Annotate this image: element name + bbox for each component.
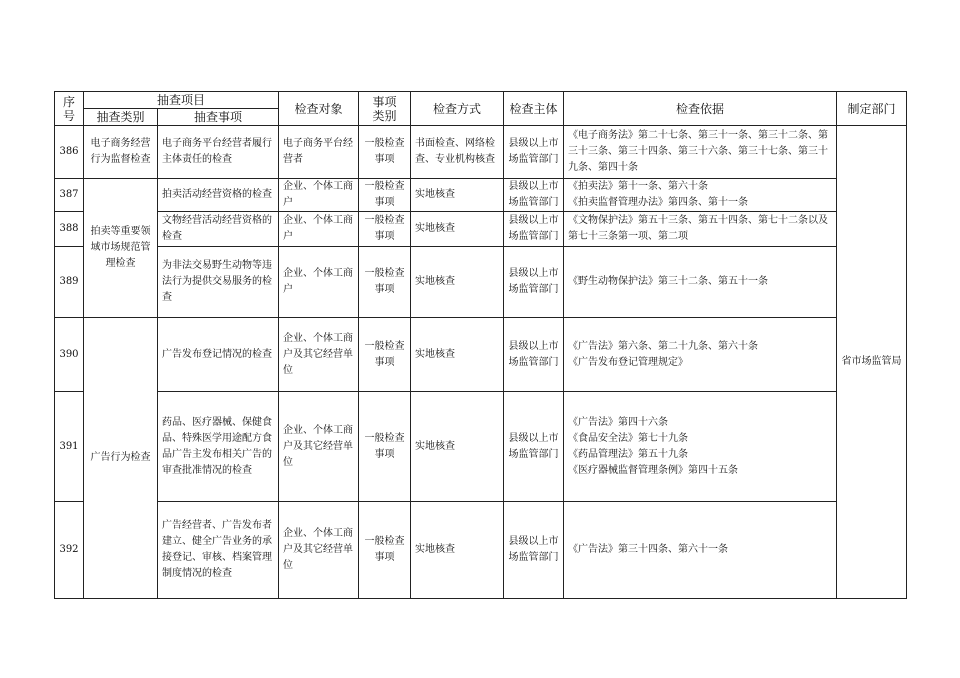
object-cell: 企业、个体工商户 (279, 179, 359, 212)
dept-cell: 省市场监管局 (837, 126, 907, 599)
basis-cell: 《电子商务法》第二十七条、第三十一条、第三十二条、第三十三条、第三十四条、第三十六条、第三十七条、第三十九条、第四十条 (564, 126, 837, 179)
method-cell: 实地核查 (411, 318, 504, 392)
subject-cell: 县级以上市场监管部门 (504, 392, 564, 502)
object-cell: 企业、个体工商户 (279, 247, 359, 318)
header-matter: 抽查事项 (158, 109, 279, 126)
matter-type-cell: 一般检查事项 (359, 318, 411, 392)
table-row (55, 318, 907, 392)
method-cell: 实地核查 (411, 502, 504, 599)
table-row (55, 392, 907, 502)
subject-cell: 县级以上市场监管部门 (504, 212, 564, 247)
matter-cell: 药品、医疗器械、保健食品、特殊医学用途配方食品广告主发布相关广告的审查批准情况的检查 (158, 392, 279, 502)
table-row (55, 212, 907, 247)
subject-cell: 县级以上市场监管部门 (504, 247, 564, 318)
basis-cell: 《广告法》第四十六条 《食品安全法》第七十九条 《药品管理法》第五十九条 《医疗器械监督管理条例》第四十五条 (564, 392, 837, 502)
subject-cell: 县级以上市场监管部门 (504, 502, 564, 599)
method-cell: 实地核查 (411, 212, 504, 247)
matter-type-cell: 一般检查事项 (359, 392, 411, 502)
header-dept: 制定部门 (837, 92, 907, 126)
object-cell: 企业、个体工商户及其它经营单位 (279, 318, 359, 392)
subject-cell: 县级以上市场监管部门 (504, 318, 564, 392)
header-basis: 检查依据 (564, 92, 837, 126)
method-cell: 实地核查 (411, 392, 504, 502)
row-no: 387 (55, 179, 84, 212)
matter-type-cell: 一般检查事项 (359, 212, 411, 247)
matter-type-cell: 一般检查事项 (359, 179, 411, 212)
row-no: 386 (55, 126, 84, 179)
method-cell: 实地核查 (411, 179, 504, 212)
inspection-table (54, 91, 907, 599)
row-no: 391 (55, 392, 84, 502)
object-cell: 企业、个体工商户 (279, 212, 359, 247)
method-cell: 书面检查、网络检查、专业机构核查 (411, 126, 504, 179)
table-row (55, 126, 907, 179)
matter-cell: 广告经营者、广告发布者建立、健全广告业务的承接登记、审核、档案管理制度情况的检查 (158, 502, 279, 599)
category-cell: 广告行为检查 (84, 318, 158, 599)
row-no: 388 (55, 212, 84, 247)
matter-cell: 为非法交易野生动物等违法行为提供交易服务的检查 (158, 247, 279, 318)
header-no: 序号 (55, 92, 84, 126)
header-subject: 检查主体 (504, 92, 564, 126)
subject-cell: 县级以上市场监管部门 (504, 126, 564, 179)
row-no: 390 (55, 318, 84, 392)
category-cell: 电子商务经营行为监督检查 (84, 126, 158, 179)
matter-cell: 电子商务平台经营者履行主体责任的检查 (158, 126, 279, 179)
matter-cell: 拍卖活动经营资格的检查 (158, 179, 279, 212)
header-object: 检查对象 (279, 92, 359, 126)
object-cell: 企业、个体工商户及其它经营单位 (279, 392, 359, 502)
matter-type-cell: 一般检查事项 (359, 247, 411, 318)
header-matter-type: 事项 类别 (359, 92, 411, 126)
subject-cell: 县级以上市场监管部门 (504, 179, 564, 212)
header-method: 检查方式 (411, 92, 504, 126)
header-item-group: 抽查项目 (84, 92, 279, 109)
header-category: 抽查类别 (84, 109, 158, 126)
table-row (55, 502, 907, 599)
method-cell: 实地核查 (411, 247, 504, 318)
row-no: 392 (55, 502, 84, 599)
matter-cell: 广告发布登记情况的检查 (158, 318, 279, 392)
basis-cell: 《广告法》第三十四条、第六十一条 (564, 502, 837, 599)
basis-cell: 《广告法》第六条、第二十九条、第六十条 《广告发布登记管理规定》 (564, 318, 837, 392)
matter-type-cell: 一般检查事项 (359, 126, 411, 179)
category-cell: 拍卖等重要领域市场规范管理检查 (84, 179, 158, 318)
table-row (55, 179, 907, 212)
row-no: 389 (55, 247, 84, 318)
basis-cell: 《野生动物保护法》第三十二条、第五十一条 (564, 247, 837, 318)
table-row (55, 247, 907, 318)
matter-type-cell: 一般检查事项 (359, 502, 411, 599)
basis-cell: 《文物保护法》第五十三条、第五十四条、第七十二条以及第七十三条第一项、第二项 (564, 212, 837, 247)
matter-cell: 文物经营活动经营资格的检查 (158, 212, 279, 247)
basis-cell: 《拍卖法》第十一条、第六十条 《拍卖监督管理办法》第四条、第十一条 (564, 179, 837, 212)
object-cell: 企业、个体工商户及其它经营单位 (279, 502, 359, 599)
object-cell: 电子商务平台经营者 (279, 126, 359, 179)
